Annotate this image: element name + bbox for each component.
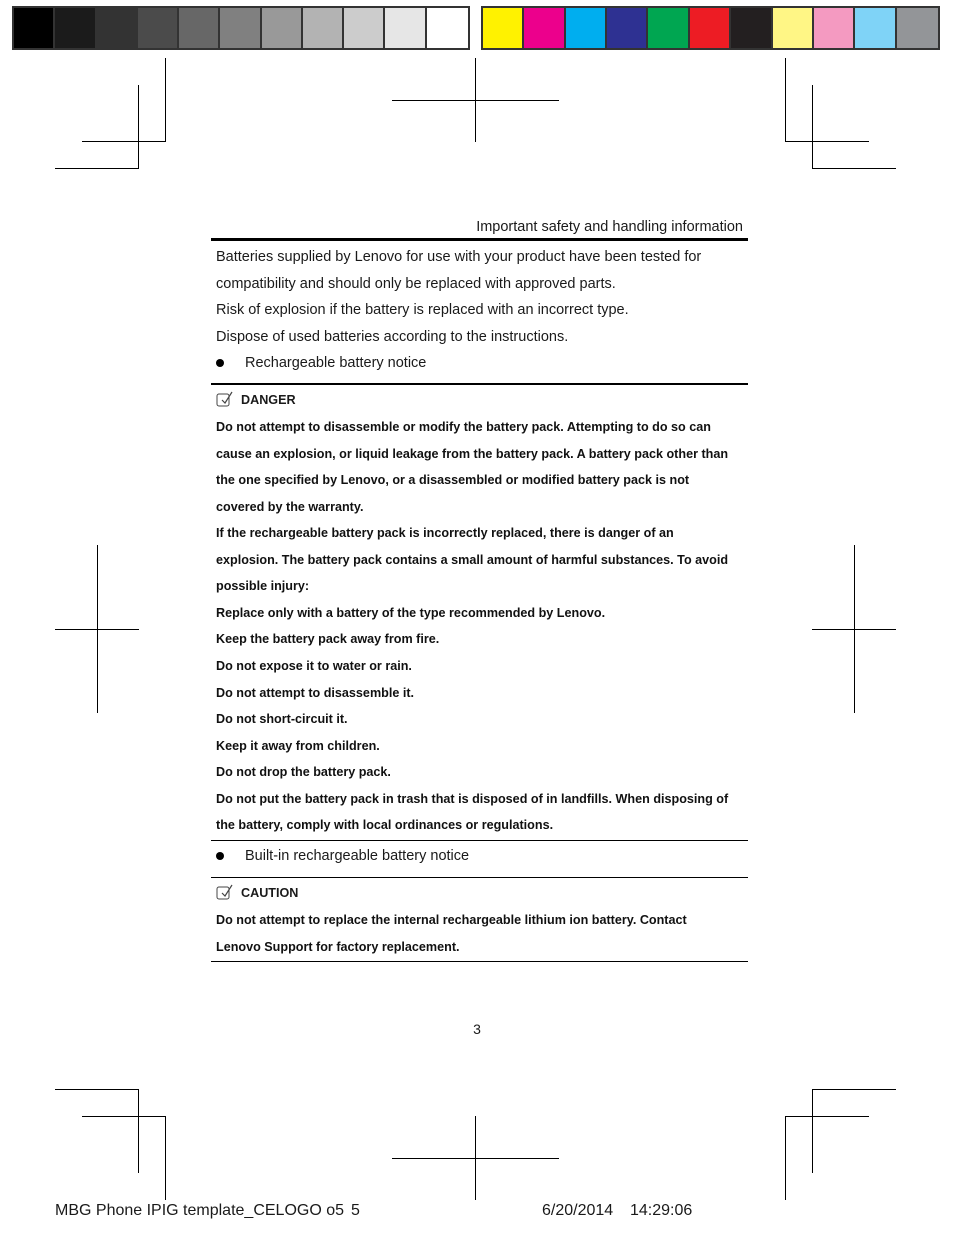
danger-line: the battery, comply with local ordinances or regulations. <box>216 818 554 833</box>
warning-hand-icon <box>216 391 234 407</box>
bullet-icon <box>216 359 224 367</box>
grayscale-swatch <box>303 8 344 48</box>
bullet-icon <box>216 852 224 860</box>
intro-line: Batteries supplied by Lenovo for use with your product have been tested for <box>216 249 702 265</box>
process-swatch <box>731 8 772 48</box>
danger-line: Do not attempt to disassemble or modify the battery pack. Attempting to do so can <box>216 420 711 434</box>
danger-line: explosion. The battery pack contains a small amount of harmful substances. To avoid <box>216 552 729 567</box>
process-color-bar <box>481 6 940 50</box>
danger-line: Keep the battery pack away from fire. <box>216 632 440 647</box>
process-swatch <box>773 8 814 48</box>
caution-heading <box>216 884 298 900</box>
bullet-label: Built-in rechargeable battery notice <box>245 848 470 864</box>
bullet-builtin-notice <box>216 848 469 864</box>
danger-line: Do not drop the battery pack. <box>216 765 391 780</box>
header-rule <box>211 238 748 241</box>
process-swatch <box>566 8 607 48</box>
running-header: Important safety and handling information <box>476 219 743 235</box>
process-swatch <box>690 8 731 48</box>
grayscale-swatch <box>97 8 138 48</box>
footer-date: 6/20/2014 <box>542 1202 614 1219</box>
grayscale-swatch <box>179 8 220 48</box>
danger-line: If the rechargeable battery pack is incorrectly replaced, there is danger of an <box>216 526 674 541</box>
process-swatch <box>814 8 855 48</box>
danger-line: the one specified by Lenovo, or a disassembled or modified battery pack is not <box>216 473 690 488</box>
section-rule <box>211 877 748 878</box>
caution-label: CAUTION <box>241 886 299 900</box>
process-swatch <box>607 8 648 48</box>
process-swatch <box>524 8 565 48</box>
caution-line: Do not attempt to replace the internal rechargeable lithium ion battery. Contact <box>216 913 687 927</box>
intro-line: Dispose of used batteries according to the instructions. <box>216 329 569 345</box>
grayscale-swatch <box>344 8 385 48</box>
danger-line: Do not attempt to disassemble it. <box>216 685 415 700</box>
footer-page: 5 <box>351 1202 360 1219</box>
intro-line: compatibility and should only be replaced with approved parts. <box>216 276 616 292</box>
danger-line: cause an explosion, or liquid leakage from the battery pack. A battery pack other than <box>216 446 729 461</box>
warning-hand-icon <box>216 884 234 900</box>
danger-label: DANGER <box>241 393 296 407</box>
bullet-label: Rechargeable battery notice <box>245 355 427 371</box>
caution-line: Lenovo Support for factory replacement. <box>216 940 460 954</box>
section-rule <box>211 383 748 385</box>
grayscale-color-bar <box>12 6 470 50</box>
grayscale-swatch <box>14 8 55 48</box>
grayscale-swatch <box>55 8 96 48</box>
danger-line: possible injury: <box>216 579 310 594</box>
grayscale-swatch <box>220 8 261 48</box>
grayscale-swatch <box>427 8 468 48</box>
danger-line: Replace only with a battery of the type recommended by Lenovo. <box>216 605 606 620</box>
danger-line: Keep it away from children. <box>216 738 380 753</box>
danger-heading <box>216 391 296 407</box>
danger-line: covered by the warranty. <box>216 499 364 514</box>
process-swatch <box>648 8 689 48</box>
footer-template-name: MBG Phone IPIG template_CELOGO o5 <box>55 1202 345 1219</box>
footer-time: 14:29:06 <box>630 1202 693 1219</box>
process-swatch <box>855 8 896 48</box>
danger-line: Do not expose it to water or rain. <box>216 658 412 673</box>
danger-line: Do not put the battery pack in trash that is disposed of in landfills. When disposing of <box>216 791 729 806</box>
danger-line: Do not short-circuit it. <box>216 712 348 727</box>
section-rule <box>211 840 748 841</box>
grayscale-swatch <box>262 8 303 48</box>
process-swatch <box>897 8 938 48</box>
bullet-rechargeable-notice <box>216 355 426 371</box>
intro-line: Risk of explosion if the battery is replaced with an incorrect type. <box>216 302 629 318</box>
process-swatch <box>483 8 524 48</box>
grayscale-swatch <box>385 8 426 48</box>
page-number: 3 <box>473 1021 481 1037</box>
grayscale-swatch <box>138 8 179 48</box>
section-rule <box>211 961 748 962</box>
